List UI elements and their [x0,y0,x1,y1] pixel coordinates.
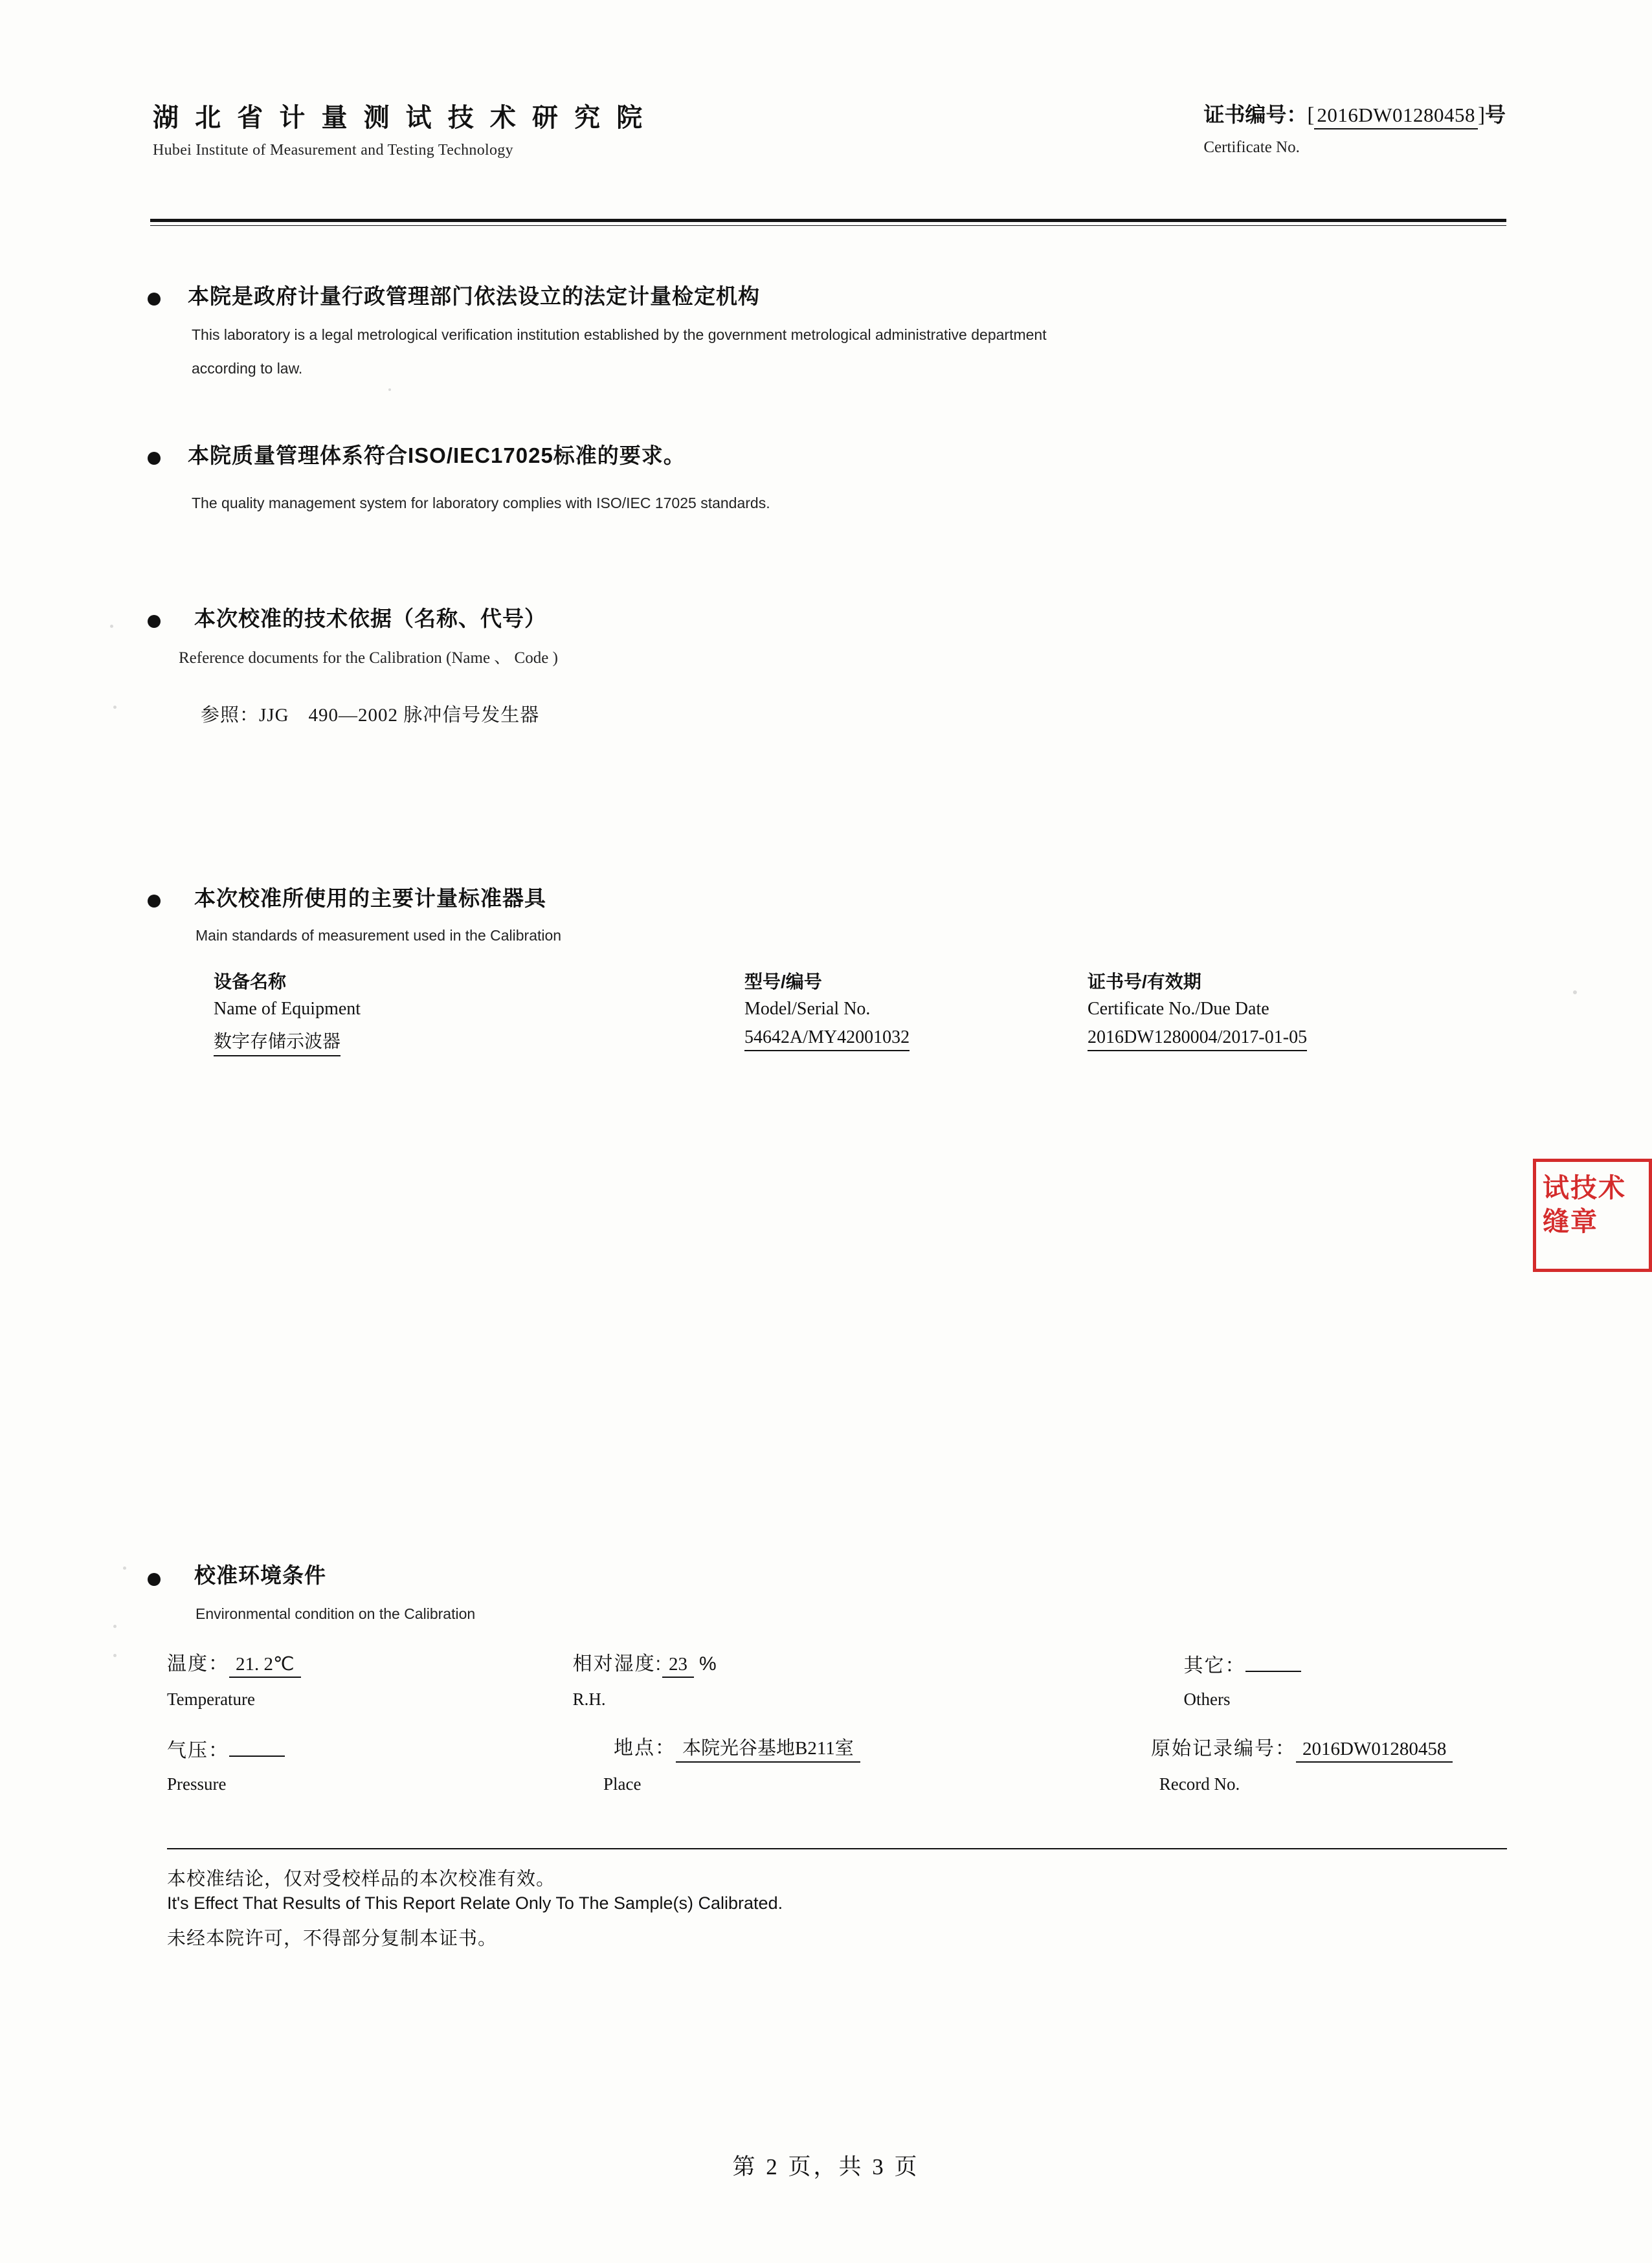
certificate-suffix-cn: 号 [1484,103,1506,126]
others-label-en: Others [1183,1689,1231,1709]
bullet-icon [148,615,161,628]
cell-certificate-due: 2016DW1280004/2017-01-05 [1088,1027,1307,1051]
scan-speck [1573,990,1577,994]
table-header-row-cn [214,968,1444,999]
column-header-certificate-en: Certificate No./Due Date [1088,999,1269,1019]
section3-title-en: Reference documents for the Calibration (Name 、 Code ) [179,649,558,667]
scan-speck [123,1566,126,1570]
section3-title-cn: 本次校准的技术依据（名称、代号） [194,607,546,630]
note-line-3: 未经本院许可，不得部分复制本证书。 [167,1928,498,1949]
others-field [1060,1649,1507,1678]
others-label-cn: 其它： [1183,1655,1246,1677]
humidity-label-en: R.H. [572,1689,606,1709]
bracket-open: [ [1307,104,1315,127]
place-label-cn: 地点： [614,1737,676,1759]
red-seal-stamp [1533,1159,1652,1272]
record-label-en: Record No. [1159,1774,1240,1794]
header-divider-thin [150,225,1506,226]
pressure-field [167,1734,614,1763]
document-header [153,97,1506,159]
environment-row-1-en [167,1689,1507,1710]
temperature-field [167,1647,573,1678]
note-line-2: It's Effect That Results of This Report Relate Only To The Sample(s) Calibrated. [167,1893,783,1913]
certificate-number-block [1203,98,1506,157]
temperature-label-en: Temperature [167,1689,256,1709]
record-value: 2016DW01280458 [1296,1739,1453,1763]
environment-row-2-en [167,1774,1507,1794]
temperature-value: 21. 2℃ [229,1653,301,1678]
table-row [214,1027,1444,1056]
record-no-field [1151,1732,1507,1763]
humidity-label-cn: 相对湿度: [572,1653,663,1675]
page-number: 第 2 页，共 3 页 [732,2154,920,2179]
main-standards-table [214,968,1444,1056]
bullet-icon [148,1573,161,1586]
cell-model-serial: 54642A/MY42001032 [744,1027,910,1051]
pressure-label-en: Pressure [167,1774,227,1794]
section1-text-en-line2: according to law. [192,360,303,377]
bullet-icon [148,895,161,908]
humidity-unit: % [699,1653,718,1675]
pressure-label-cn: 气压： [167,1740,229,1761]
certificate-number-value: 2016DW01280458 [1314,104,1478,129]
temperature-label-cn: 温度： [167,1653,229,1675]
place-label-en: Place [603,1774,642,1794]
bracket-close: ] [1477,104,1485,127]
section3-reference-value: 参照：JJG 490—2002 脉冲信号发生器 [201,705,540,726]
column-header-equipment-en: Name of Equipment [214,999,361,1019]
column-header-model-en: Model/Serial No. [744,999,871,1019]
certificate-label-en: Certificate No. [1203,139,1300,156]
organization-name-cn: 湖 北 省 计 量 测 试 技 术 研 究 院 [153,104,647,132]
place-field [614,1732,1151,1763]
section2-text-en: The quality management system for laboratory complies with ISO/IEC 17025 standards. [192,495,770,511]
column-header-equipment-cn: 设备名称 [214,972,287,992]
seal-line-2: 缝章 [1543,1207,1598,1237]
environment-grid [167,1647,1507,1798]
humidity-value: 23 [662,1654,694,1678]
column-header-model-cn: 型号/编号 [744,972,822,992]
cell-equipment-name: 数字存储示波器 [214,1027,340,1056]
environment-row-1 [167,1647,1507,1678]
section4-title-en: Main standards of measurement used in the Calibration [195,927,562,944]
scan-speck [388,388,391,391]
scan-speck [113,706,117,709]
pressure-value-blank [229,1740,285,1757]
record-label-cn: 原始记录编号： [1151,1738,1296,1759]
section5-title-en: Environmental condition on the Calibration [195,1605,476,1622]
others-value-blank [1245,1655,1301,1672]
section4-title-cn: 本次校准所使用的主要计量标准器具 [194,886,546,910]
section2-title-cn: 本院质量管理体系符合ISO/IEC17025标准的要求。 [188,443,686,467]
scan-speck [113,1625,117,1628]
bullet-icon [148,293,161,306]
seal-line-1: 试技术 [1543,1173,1626,1203]
place-value: 本院光谷基地B211室 [676,1733,860,1763]
organization-name-en: Hubei Institute of Measurement and Testing Technology [153,142,513,159]
section1-title-cn: 本院是政府计量行政管理部门依法设立的法定计量检定机构 [188,284,760,308]
note-line-1: 本校准结论，仅对受校样品的本次校准有效。 [167,1869,556,1890]
scan-speck [113,1654,117,1657]
table-header-row-en [214,999,1444,1027]
environment-row-2 [167,1732,1507,1763]
section1-text-en-line1: This laboratory is a legal metrological verification institution established by the government metrological administrative department [192,326,1047,343]
header-divider-thick [150,219,1506,222]
section5-title-cn: 校准环境条件 [194,1563,326,1587]
certificate-label-cn: 证书编号： [1203,103,1308,126]
bullet-icon [148,452,161,465]
humidity-field [573,1647,1061,1678]
scan-speck [110,625,113,628]
column-header-certificate-cn: 证书号/有效期 [1088,972,1201,992]
environment-divider [167,1848,1507,1849]
